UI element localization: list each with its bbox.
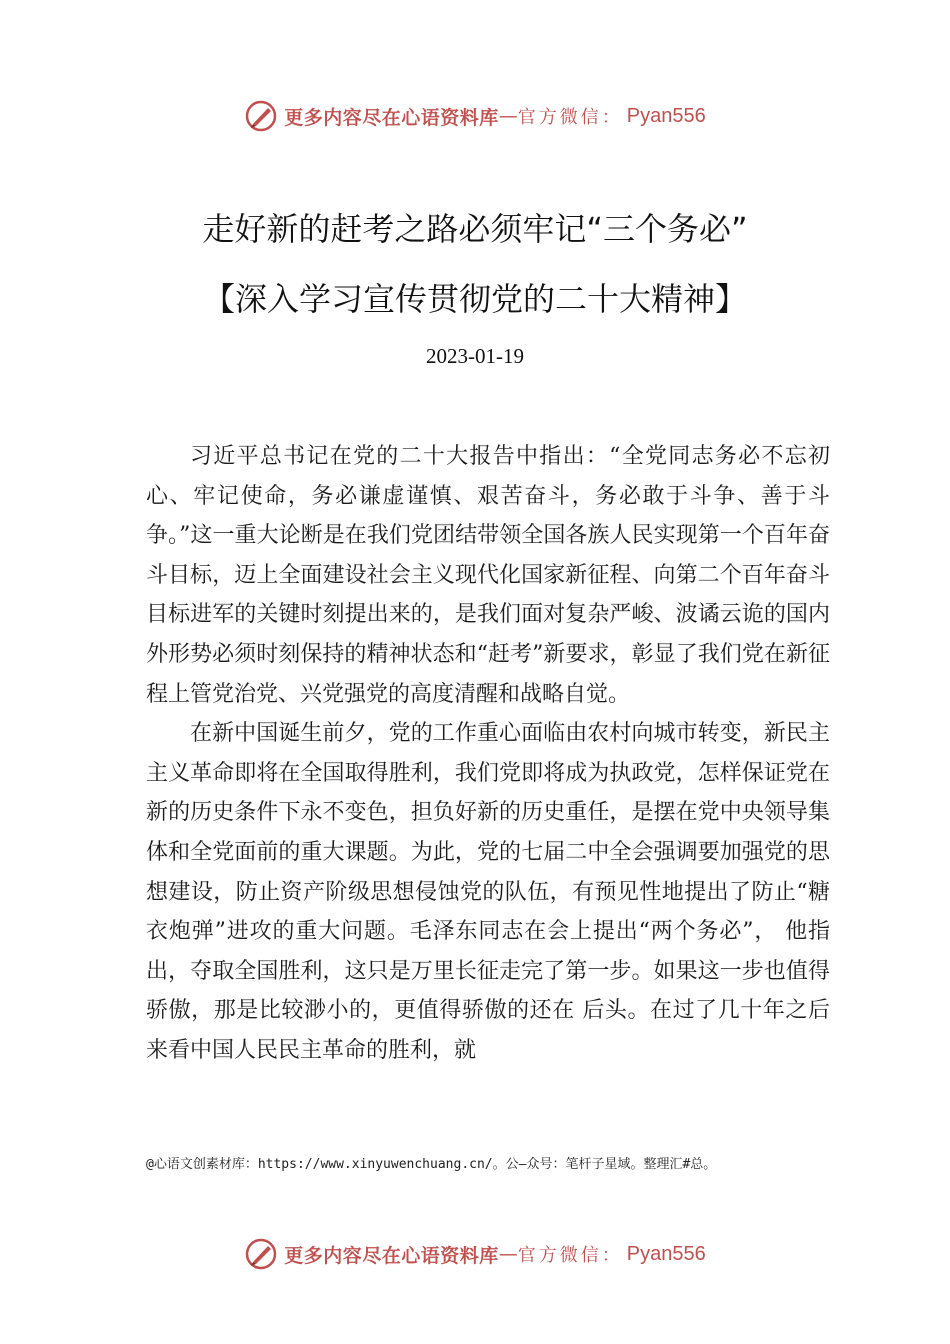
banner-wechat-id: Pyan556 — [626, 1242, 706, 1265]
document-title: 走好新的赶考之路必须牢记“三个务必” — [202, 210, 748, 248]
banner-wechat-id: Pyan556 — [626, 104, 706, 127]
banner-separator: — — [498, 1243, 518, 1265]
paragraph: 习近平总书记在党的二十大报告中指出：“全党同志务必不忘初心、牢记使命，务必谦虚谨慎、艰苦奋斗，务必敢于斗争、善于斗争。”这一重大论断是在我们党团结带领全国各族人民实现第一个百年奋斗目标，迈上全面建设社会主义现代化国家新征程、向第二个百年奋斗目标进军的关键时刻提出来的，是我们面对复杂严峻、波谲云诡的国内外形势必须时刻保持的精神状态和“赶考”新要求，彰显了我们党在新征程上管党治党、兴党强党的高度清醒和战略自觉。 — [146, 444, 830, 707]
pen-logo-icon — [244, 99, 278, 133]
source-footnote: @心语文创素材库：https://www.xinyuwenchuang.cn/。公—众号：笔杆子星域。整理汇#总。 — [146, 1157, 717, 1172]
paragraph: 在新中国诞生前夕，党的工作重心面临由农村向城市转变，新民主主义革命即将在全国取得胜利，我们党即将成为执政党，怎样保证党在新的历史条件下永不变色，担负好新的历史重任，是摆在党中央领导集体和全党面前的重大课题。为此，党的七届二中全会强调要加强党的思想建设，防止资产阶级思想侵蚀党的队伍，有预见性地提出了防止“糖衣炮弹”进攻的重大问题。毛泽东同志在会上提出“两个务必”， 他指出，夺取全国胜利，这只是万里长征走完了第一步。如果这一步也值得骄傲，那是比较渺小的，更值得骄傲的还在 后头。在过了几十年之后来看中国人民民主革命的胜利，就 — [146, 721, 830, 1063]
document-date: 2023-01-19 — [426, 344, 524, 368]
header-banner — [0, 96, 950, 136]
document-body — [146, 437, 830, 1071]
banner-main-text: 更多内容尽在心语资料库 — [284, 106, 499, 129]
pen-logo-icon — [244, 1237, 278, 1271]
banner-wechat-label: 官方微信： — [517, 107, 623, 128]
footer-banner — [0, 1234, 950, 1274]
banner-wechat-label: 官方微信： — [517, 1245, 623, 1266]
banner-main-text: 更多内容尽在心语资料库 — [284, 1244, 499, 1267]
document-subtitle: 【深入学习宣传贯彻党的二十大精神】 — [202, 280, 747, 318]
banner-separator: — — [498, 105, 518, 127]
